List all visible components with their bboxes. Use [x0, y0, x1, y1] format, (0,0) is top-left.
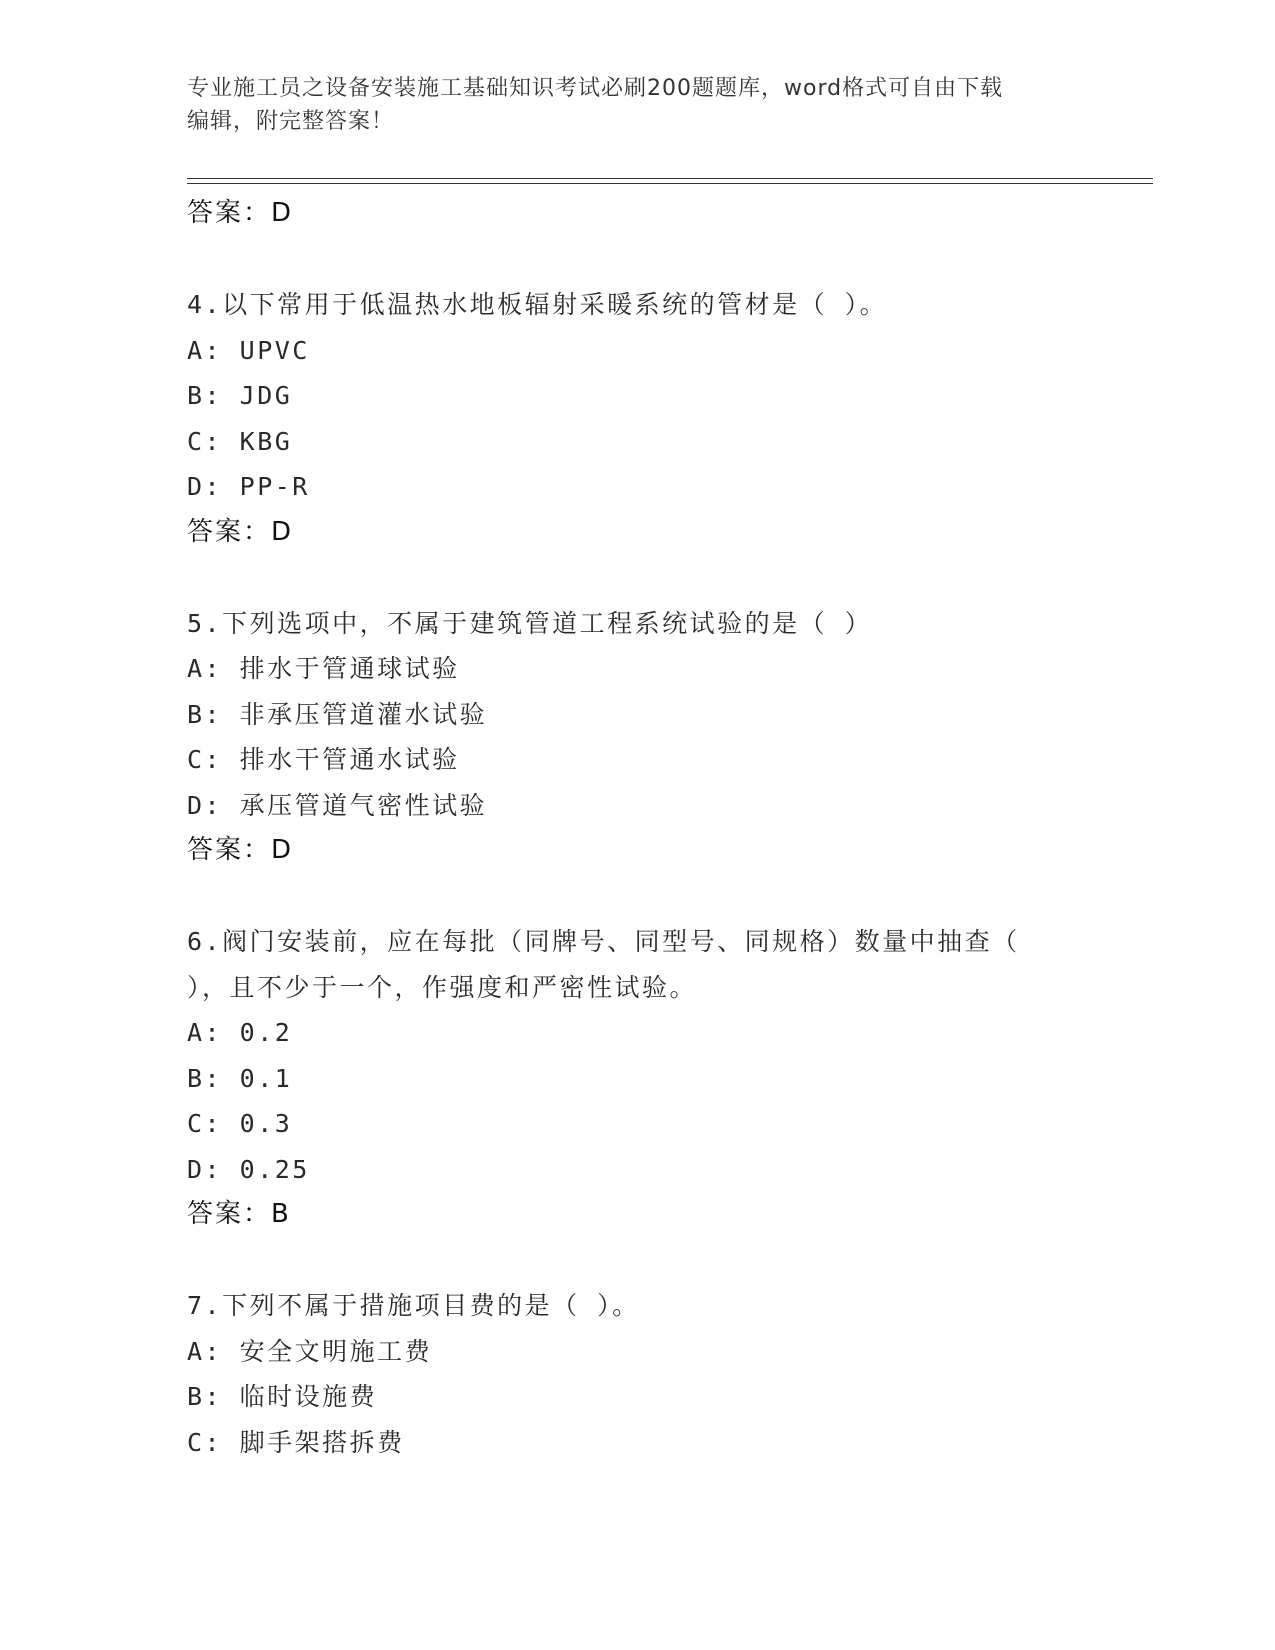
option-c: C: 排水干管通水试验: [187, 745, 460, 774]
question-stem: 7.下列不属于措施项目费的是（ ）。: [187, 1291, 640, 1320]
option-c: C: 脚手架搭拆费: [187, 1427, 405, 1457]
option-a: A: 0.2: [187, 1018, 293, 1047]
option-a: A: 排水于管通球试验: [187, 654, 460, 683]
document-header: [187, 72, 1067, 138]
option-b: B: JDG: [187, 381, 293, 410]
option-a: A: 安全文明施工费: [187, 1336, 433, 1366]
spacer: [187, 874, 1087, 920]
question-stem: 4.以下常用于低温热水地板辐射采暖系统的管材是（ ）。: [187, 290, 888, 319]
answer-line: 答案：D: [187, 516, 294, 547]
option-b: B: 0.1: [187, 1063, 293, 1093]
header-title-line-2: 编辑，附完整答案！: [187, 109, 395, 134]
spacer: [187, 237, 1087, 283]
answer-line: 答案：B: [187, 1199, 291, 1229]
option-b: B: 临时设施费: [187, 1382, 378, 1411]
answer-line: 答案：D: [187, 198, 294, 228]
spacer: [187, 1238, 1087, 1284]
option-d: D: PP-R: [187, 472, 310, 501]
question-list: [187, 191, 1087, 1465]
spacer: [187, 555, 1087, 601]
option-c: C: 0.3: [187, 1109, 293, 1138]
question-block-6: [187, 919, 1087, 1238]
question-stem-continued: ），且不少于一个，作强度和严密性试验。: [187, 972, 698, 1002]
option-d: D: 0.25: [187, 1154, 310, 1184]
option-c: C: KBG: [187, 426, 293, 456]
header-divider-top: [187, 178, 1153, 179]
header-title-line-1: 专业施工员之设备安装施工基础知识考试必刷200题题库，word格式可自由下载: [187, 76, 1004, 101]
question-stem: 6.阀门安装前，应在每批（同牌号、同型号、同规格）数量中抽查（: [187, 927, 1020, 956]
option-b: B: 非承压管道灌水试验: [187, 699, 488, 729]
question-block-4: [187, 282, 1087, 555]
question-block-7: [187, 1283, 1087, 1465]
question-stem: 5.下列选项中，不属于建筑管道工程系统试验的是（ ）: [187, 608, 873, 638]
option-a: A: UPVC: [187, 335, 310, 365]
header-divider-bottom: [187, 183, 1153, 184]
question-block-5: [187, 601, 1087, 874]
option-d: D: 承压管道气密性试验: [187, 790, 488, 820]
answer-line: 答案：D: [187, 835, 294, 865]
